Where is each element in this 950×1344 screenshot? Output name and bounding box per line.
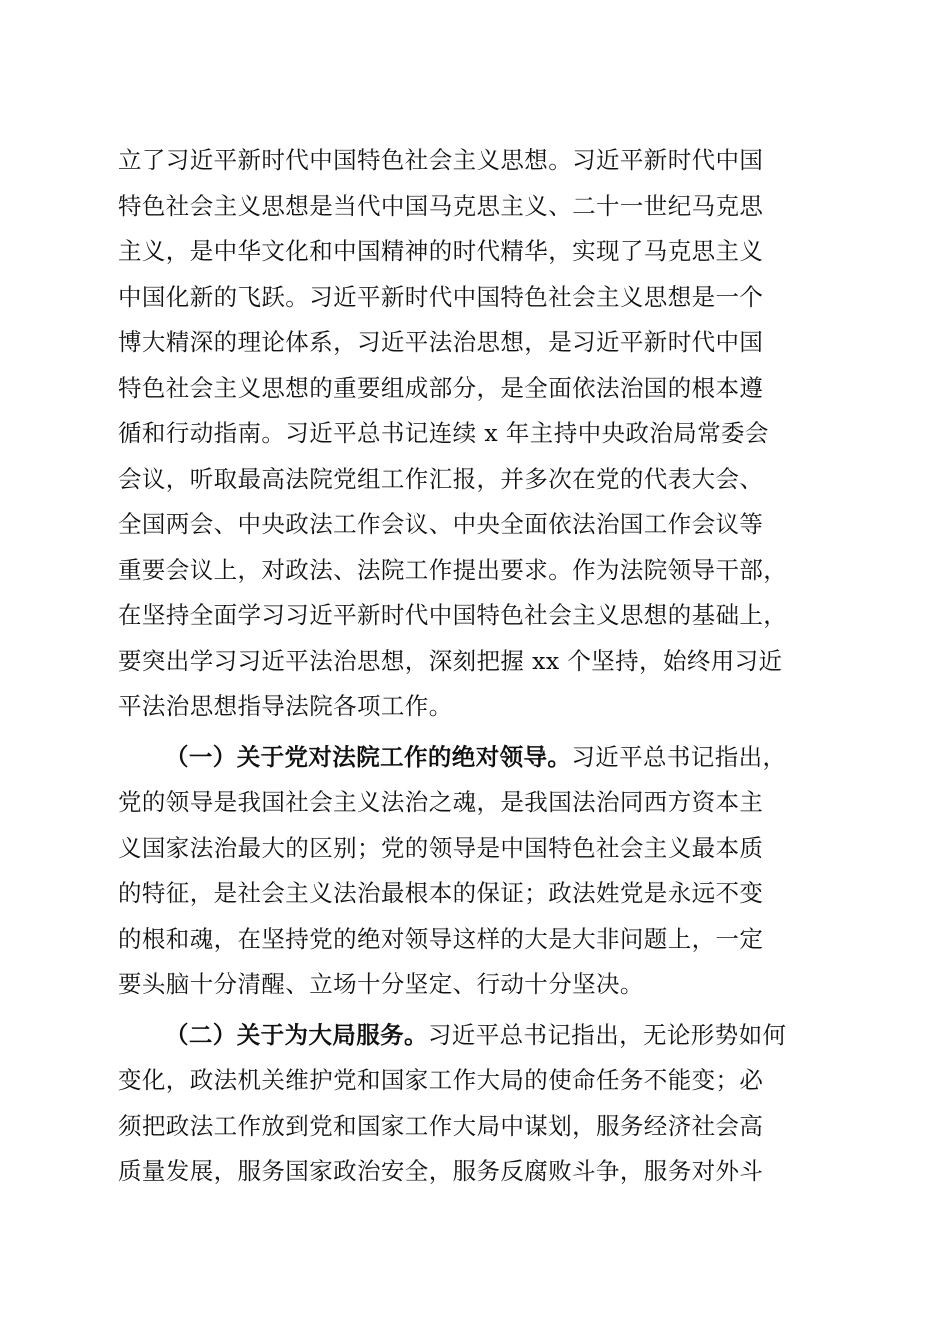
text-line: 全国两会、中央政法工作会议、中央全面依法治国工作会议等	[118, 510, 764, 538]
text-line: 立了习近平新时代中国特色社会主义思想。习近平新时代中国	[118, 146, 764, 174]
text-line: 特色社会主义思想是当代中国马克思主义、二十一世纪马克思	[118, 191, 764, 220]
text-line: 义国家法治最大的区别；党的领导是中国特色社会主义最本质	[118, 833, 764, 862]
text-line: 平法治思想指导法院各项工作。	[118, 692, 453, 720]
text-line: 在坚持全面学习习近平新时代中国特色社会主义思想的基础上，	[118, 601, 788, 629]
text-line: 的根和魂，在坚持党的绝对领导这样的大是大非问题上，一定	[118, 924, 764, 953]
paragraph-intro	[118, 138, 838, 730]
text-line: 的特征，是社会主义法治最根本的保证；政法姓党是永远不变	[118, 879, 764, 907]
text-line: 要头脑十分清醒、立场十分坚定、行动十分坚决。	[118, 970, 644, 998]
text-line: 会议，听取最高法院党组工作汇报，并多次在党的代表大会、	[118, 464, 764, 493]
text-line: 中国化新的飞跃。习近平新时代中国特色社会主义思想是一个	[118, 282, 764, 311]
text-line: 主义，是中华文化和中国精神的时代精华，实现了马克思主义	[118, 237, 764, 265]
text-line: 变化，政法机关维护党和国家工作大局的使命任务不能变；必	[118, 1066, 764, 1094]
text-line: 重要会议上，对政法、法院工作提出要求。作为法院领导干部，	[118, 555, 788, 584]
text-line: 党的领导是我国社会主义法治之魂，是我国法治同西方资本主	[118, 788, 764, 816]
text-line: 循和行动指南。习近平总书记连续 x 年主持中央政治局常委会	[118, 419, 769, 447]
text-line: 特色社会主义思想的重要组成部分，是全面依法治国的根本遵	[118, 373, 764, 402]
text-line: 须把政法工作放到党和国家工作大局中谋划，服务经济社会高	[118, 1111, 764, 1140]
text-line: 要突出学习习近平法治思想，深刻把握 xx 个坚持，始终用习近	[118, 646, 783, 675]
section-heading-2: （二）关于为大局服务。	[165, 1020, 428, 1049]
section-heading-1: （一）关于党对法院工作的绝对领导。	[165, 742, 572, 771]
text-run: 习近平总书记指出，无论形势如何	[427, 1020, 787, 1049]
paragraph-first-line	[118, 1013, 838, 1059]
text-line: 质量发展，服务国家政治安全，服务反腐败斗争，服务对外斗	[118, 1157, 764, 1185]
text-line: 博大精深的理论体系，习近平法治思想，是习近平新时代中国	[118, 328, 764, 356]
paragraph-serve-overall	[118, 1013, 838, 1195]
paragraph-party-leadership	[118, 735, 838, 1008]
paragraph-first-line	[118, 735, 838, 781]
document-body	[118, 138, 838, 1195]
text-run: 习近平总书记指出，	[571, 742, 787, 771]
